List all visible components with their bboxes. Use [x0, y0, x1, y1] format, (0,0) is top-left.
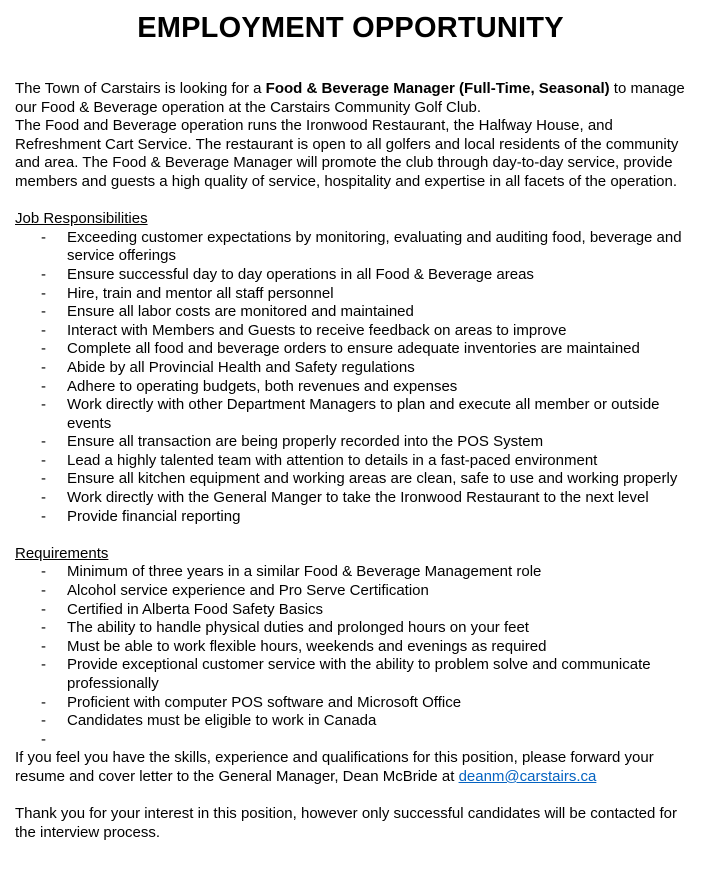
- list-item: - Work directly with the General Manger to take the Ironwood Restaurant to the next level: [15, 489, 697, 508]
- responsibilities-heading: Job Responsibilities: [15, 210, 148, 228]
- intro-text-before: The Town of Carstairs is looking for a: [15, 80, 266, 97]
- list-item: - Abide by all Provincial Health and Safety regulations: [15, 359, 697, 378]
- document-body: [15, 80, 697, 842]
- list-item: - Exceeding customer expectations by monitoring, evaluating and auditing food, beverage and service offerings: [15, 229, 697, 266]
- position-title: Food & Beverage Manager (Full-Time, Seasonal): [265, 80, 610, 97]
- list-item: - Must be able to work flexible hours, weekends and evenings as required: [15, 638, 697, 657]
- intro-section: [15, 80, 697, 192]
- requirements-section: [15, 545, 697, 787]
- list-item: - Candidates must be eligible to work in Canada: [15, 712, 697, 731]
- operation-paragraph: The Food and Beverage operation runs the Ironwood Restaurant, the Halfway House, and Refreshment Cart Service. The restaurant is open to all golfers and local residents of the community and area. The Food & Beverage Manager will promote the club through day-to-day service, provide members and guests a high quality of service, hospitality and expertise in all facets of the operation.: [15, 117, 679, 190]
- closing-paragraph: Thank you for your interest in this position, however only successful candidates will be contacted for the interview process.: [15, 805, 678, 841]
- responsibilities-list: [15, 229, 697, 527]
- list-item: - Provide exceptional customer service with the ability to problem solve and communicate professionally: [15, 656, 697, 693]
- list-item: - Lead a highly talented team with attention to details in a fast-paced environment: [15, 452, 697, 471]
- list-item: - Hire, train and mentor all staff personnel: [15, 285, 697, 304]
- list-item: - Work directly with other Department Managers to plan and execute all member or outside events: [15, 396, 697, 433]
- list-item: - Adhere to operating budgets, both revenues and expenses: [15, 378, 697, 397]
- list-item: - Proficient with computer POS software and Microsoft Office: [15, 694, 697, 713]
- list-item: - Complete all food and beverage orders to ensure adequate inventories are maintained: [15, 340, 697, 359]
- list-item: [15, 731, 697, 750]
- list-item: - Ensure all labor costs are monitored and maintained: [15, 303, 697, 322]
- requirements-list: [15, 563, 697, 749]
- responsibilities-section: [15, 210, 697, 526]
- list-item: - Interact with Members and Guests to receive feedback on areas to improve: [15, 322, 697, 341]
- list-item: - Ensure all kitchen equipment and working areas are clean, safe to use and working properly: [15, 470, 697, 489]
- intro-text-after: to manage our Food & Beverage operation at the Carstairs Community Golf Club.: [15, 80, 685, 116]
- page-title: EMPLOYMENT OPPORTUNITY: [137, 12, 564, 44]
- list-item: - Minimum of three years in a similar Food & Beverage Management role: [15, 563, 697, 582]
- list-item: - Provide financial reporting: [15, 508, 697, 527]
- apply-text: If you feel you have the skills, experience and qualifications for this position, please forward your resume and cover letter to the General Manager, Dean McBride at: [15, 749, 654, 785]
- list-item: - Ensure all transaction are being properly recorded into the POS System: [15, 433, 697, 452]
- requirements-heading: Requirements: [15, 544, 109, 562]
- email-link[interactable]: deanm@carstairs.ca: [458, 767, 597, 785]
- list-item: - Alcohol service experience and Pro Serve Certification: [15, 582, 697, 601]
- list-item: - The ability to handle physical duties and prolonged hours on your feet: [15, 619, 697, 638]
- list-item: - Ensure successful day to day operations in all Food & Beverage areas: [15, 266, 697, 285]
- apply-paragraph: [15, 749, 697, 786]
- intro-paragraph: [15, 80, 697, 117]
- list-item: - Certified in Alberta Food Safety Basics: [15, 601, 697, 620]
